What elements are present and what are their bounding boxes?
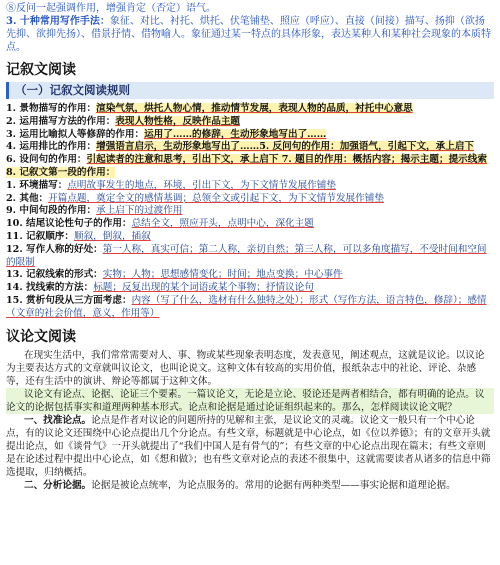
item-label: 3. 运用比喻拟人等修辞的作用：: [6, 128, 145, 140]
item-label: 1. 景物描写的作用：: [6, 103, 97, 114]
item-label: 12. 写作人称的好处：: [6, 243, 103, 255]
item-body: 第一人称，真实可信；第二人称，亲切自然；第三人称，可以多角度描写，不受时间和空间的限制: [6, 243, 487, 268]
narrative-item-3: [6, 129, 494, 142]
item-body: 标题；反复出现的某个词语或某个事物；抒情议论句: [93, 282, 314, 294]
narrative-item-1: [6, 103, 494, 116]
item-body: 内容（写了什么，选材有什么独特之处）；形式（写作方法，语言特色，修辞）；感情（文章的社会价值，意义，作用等）: [6, 294, 487, 319]
narrative-item-2: [6, 116, 494, 129]
item-label: 2. 其他：: [6, 192, 49, 204]
item-body: 开篇点题，奠定全文的感情基调；总领全文或引起下文，为下文情节发展作铺垫: [48, 192, 384, 204]
narrative-item-6: [6, 154, 494, 167]
narrative-item-13: [6, 269, 494, 282]
narrative-item-4: [6, 141, 494, 154]
argument-intro-paragraph: 在现实生活中，我们常常需要对人、事、物或某些现象表明态度，发表意见，阐述观点，这就是议论。以议论为主要表达方式的文章就叫议论文，也叫论说文。这种文体有较高的实用价值，报纸杂志中的社论、评论、杂感等，还有生活中的演讲、辩论等都属于这种文体。: [6, 349, 485, 387]
analyze-evidence-paragraph: [6, 479, 494, 492]
argument-section-title: 议论文阅读: [6, 328, 76, 345]
item-label: 6. 设问句的作用：: [6, 154, 87, 166]
item-body: 实物；人物；思想感情变化；时间；地点变换；中心事件: [102, 269, 343, 281]
item-body: 承上启下的过渡作用: [96, 205, 183, 217]
item-label: 9. 中间句段的作用：: [6, 205, 97, 217]
analyze-evidence-heading: 二、分析论据。: [24, 479, 92, 491]
narrative-item-11: [6, 231, 494, 244]
writing-techniques-line: [6, 15, 494, 54]
find-thesis-heading: 一、找准论点。: [24, 414, 92, 426]
find-thesis-body: 论点是作者对议论的问题所持的见解和主张，是议论文的灵魂。议论文一般只有一个中心论点，有的议论文还围绕中心论点提出几个分论点。有些文章，标题就是中心论点，如《位以养德》；有的文章开头就提出论点，如《谈骨气》一开头就提出了“我们中国人是有骨气的”；有些文章的中心论点出现在篇末；有些文章则是在论述过程中提出中心论点，如《想和做》；也有些文章对论点的表述不很集中，这就需要读者从诸多的信息中筛选提取，归纳概括。: [6, 414, 491, 478]
rhetorical-question-note: ⑧反问一起强调作用，增强肯定（否定）语气。: [6, 3, 216, 14]
argument-elements-paragraph: 议论文有论点、论据、论证三个要素。一篇议论文，无论是立论、驳论还是两者相结合，都有明确的论点。议论文的论据包括事实和道理两种基本形式。论点和论据是通过论证组织起来的。那么，怎样阅读议论文呢？: [6, 388, 494, 414]
item-label: 1. 环境描写：: [6, 179, 68, 191]
narrative-item-14: [6, 282, 494, 295]
item-body: 总结全文，照应开头，点明中心，深化主题: [131, 218, 314, 230]
item-label: 15. 赏析句段从三方面考虑：: [6, 294, 132, 306]
item-body: 运用了……的修辞，生动形象地写出了……: [144, 128, 327, 140]
narrative-item-8: [6, 167, 494, 180]
item-label: 14. 找线索的方法：: [6, 282, 94, 294]
item-label: 10. 结尾议论性句子的作用：: [6, 218, 132, 230]
item-body: 顺叙，倒叙，插叙: [74, 230, 151, 242]
narrative-item-8-2: [6, 193, 494, 206]
item-label: 11. 记叙顺序：: [6, 230, 74, 242]
item-body: 表现人物性格，反映作品主题: [115, 115, 241, 127]
item-label: 13. 记叙线索的形式：: [6, 269, 103, 281]
narrative-item-9: [6, 205, 494, 218]
narrative-item-8-1: [6, 180, 494, 193]
item-label: 4. 运用排比的作用：: [6, 141, 97, 153]
item-label: 8. 记叙文第一段的作用：: [6, 166, 116, 178]
analyze-evidence-body: 论据是被论点统率，为论点服务的。常用的论据有两种类型——事实论据和道理论据。: [91, 479, 456, 491]
item-body: 渲染气氛，烘托人物心情，推动情节发展，表现人物的品质，衬托中心意思: [96, 103, 413, 114]
narrative-item-10: [6, 218, 494, 231]
writing-techniques-body: 象征、对比、衬托、烘托、伏笔铺垫、照应（呼应）、直接（间接）描写、扬抑（欲扬先抑、欲抑先扬）、借景抒情、借物喻人。象征通过某一特点的具体形象，表达某种人和某种社会现象的本质特点。: [6, 16, 491, 53]
item-body: 引起读者的注意和思考，引出下文，承上启下 7. 题目的作用：概括内容；揭示主题；提示线索: [86, 154, 487, 166]
find-thesis-paragraph: [6, 414, 494, 479]
item-body: 增强语言启示，生动形象地写出了……5. 反问句的作用：加强语气，引起下文，承上启下: [96, 141, 475, 153]
writing-techniques-heading: 3. 十种常用写作手法：: [6, 16, 110, 27]
item-label: 2. 运用描写方法的作用：: [6, 115, 116, 127]
narrative-rules-banner: （一）记叙文阅读规则: [6, 82, 494, 99]
narrative-item-15: [6, 295, 494, 321]
narrative-item-12: [6, 244, 494, 270]
item-body: 点明故事发生的地点，环境，引出下文，为下文情节发展作铺垫: [67, 179, 336, 191]
narrative-section-title: 记叙文阅读: [6, 62, 76, 78]
